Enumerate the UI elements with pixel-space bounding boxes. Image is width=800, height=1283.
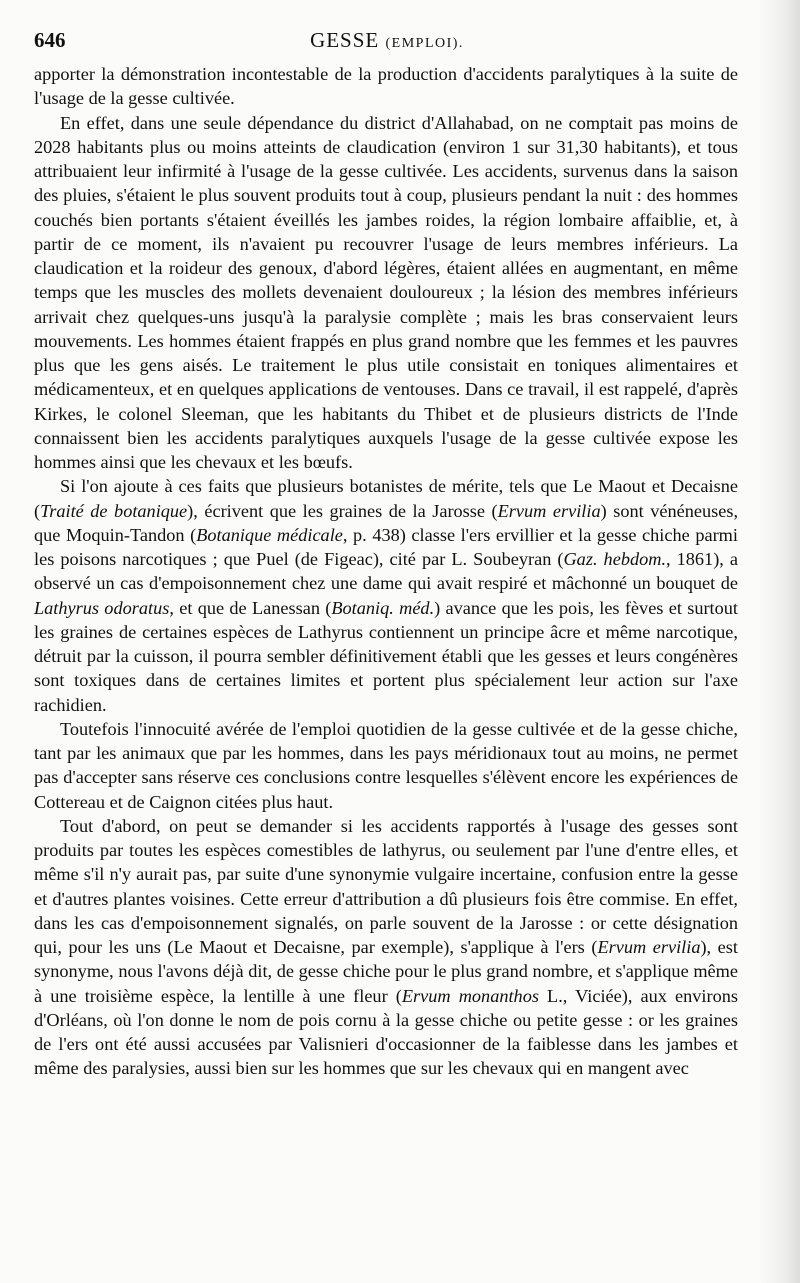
text-run: L., Viciée), aux environs d'Orléans, où l'on donne le nom de pois cornu à la gesse chiche ou petite gesse : or les graines de l'ers ont été aussi accusées par Valisnieri d'occasionner de la faiblesse dans les jambes et même des paralysies, aussi bien sur les hommes que sur les chevaux qui en mangent avec [34,985,738,1079]
page-edge-shadow [758,0,800,1283]
journal-title: Gaz. hebdom. [563,549,667,569]
text-run: , 1861), a observé un cas d'empoisonnement chez une dame qui avait respiré et mâchonné un bouquet de [34,549,739,594]
page-number: 646 [34,28,66,52]
text-run: , p. 438) classe l'ers ervillier et la gesse chiche parmi les poisons narcotiques ; que Puel (de Figeac), cité par L. Soubeyran ( [34,524,738,569]
text-run: Si l'on ajoute à ces faits que plusieurs botanistes de mérite, tels que Le Maout et Decaisne ( [34,476,738,521]
running-head-title: GESSE [310,28,380,52]
paragraph-continued: apporter la démonstration incontestable de la production d'accidents paralytiques à la suite de l'usage de la gesse cultivée. [34,64,738,109]
text-run: ) sont vénéneuses, que Moquin-Tandon ( [34,500,739,545]
paragraph [34,814,738,1081]
paragraph [34,474,738,717]
text-run: ) avance que les pois, les fèves et surtout les graines de certaines espèces de Lathyrus contiennent un principe âcre et même narcotique, détruit par la cuisson, il pourra sembler définitivement établi que les gesses et leurs congénères sont toxiques dans de certaines limites et portent plus spécialement leur action sur l'axe rachidien. [34,597,738,715]
text-run: ), écrivent que les graines de la Jarosse ( [187,500,498,521]
species-name: Ervum monanthos [401,985,539,1006]
book-title: Botaniq. méd. [331,597,435,618]
page-header [34,28,740,58]
book-title: Botanique médicale [196,524,343,545]
body-text [34,62,738,1081]
species-name: Lathyrus odoratus [34,597,170,618]
text-run: Tout d'abord, on peut se demander si les accidents rapportés à l'usage des gesses sont produits par toutes les espèces comestibles de lathyrus, ou seulement par l'une d'entre elles, et même s'il n'y aurait pas, par suite d'une synonymie vulgaire incertaine, confusion entre la gesse et d'autres plantes voisines. Cette erreur d'attribution a dû plusieurs fois être commise. En effet, dans les cas d'empoisonnement signalés, on parle souvent de la Jarosse : or cette désignation qui, pour les uns (Le Maout et Decaisne, par exemple), s'applique à l'ers ( [34,815,738,957]
paragraph: Toutefois l'innocuité avérée de l'emploi quotidien de la gesse cultivée et de la gesse chiche, tant par les animaux que par les hommes, dans les pays méridionaux tout au moins, ne permet pas d'accepter sans réserve ces conclusions contre lesquelles s'élèvent encore les expériences de Cottereau et de Caignon citées plus haut. [34,718,738,812]
text-run: , et que de Lanessan ( [169,597,332,618]
running-head [34,28,740,53]
paragraph: En effet, dans une seule dépendance du district d'Allahabad, on ne comptait pas moins de 2028 habitants plus ou moins atteints de claudication (environ 1 sur 31,30 habitants), et tous attribuaient leur infirmité à l'usage de la gesse cultivée. Les accidents, survenus dans la saison des pluies, s'étaient le plus souvent produits tout à coup, plusieurs pendant la nuit : des hommes couchés bien portants s'étaient éveillés les jambes roides, la région lombaire affaiblie, et, à partir de ce moment, ils n'avaient pu recouvrer l'usage de leurs membres inférieurs. La claudication et la roideur des genoux, d'abord légères, étaient allées en augmentant, en même temps que les muscles des mollets devenaient douloureux ; la lésion des membres inférieurs arrivait chez quelques-uns jusqu'à la paralysie complète ; mais les bras conservaient leurs mouvements. Les hommes étaient frappés en plus grand nombre que les femmes et les pauvres plus que les gens aisés. Le traitement le plus utile consistait en toniques alimentaires et médicamenteux, et en quelques applications de ventouses. Dans ce travail, il est rappelé, d'après Kirkes, le colonel Sleeman, que les habitants du Thibet et de plusieurs districts de l'Inde connaissent bien les accidents paralytiques auxquels l'usage de la gesse cultivée expose les hommes ainsi que les chevaux et les bœufs. [34,112,738,472]
species-name: Ervum ervilia [597,937,701,957]
text-run: ), est synonyme, nous l'avons déjà dit, de gesse chiche pour le plus grand nombre, et s'applique même à une troisième espèce, la lentille à une fleur ( [34,937,738,1006]
species-name: Ervum ervilia [497,500,601,521]
running-head-subtitle: (EMPLOI). [385,36,464,51]
book-title: Traité de botanique [40,500,188,521]
